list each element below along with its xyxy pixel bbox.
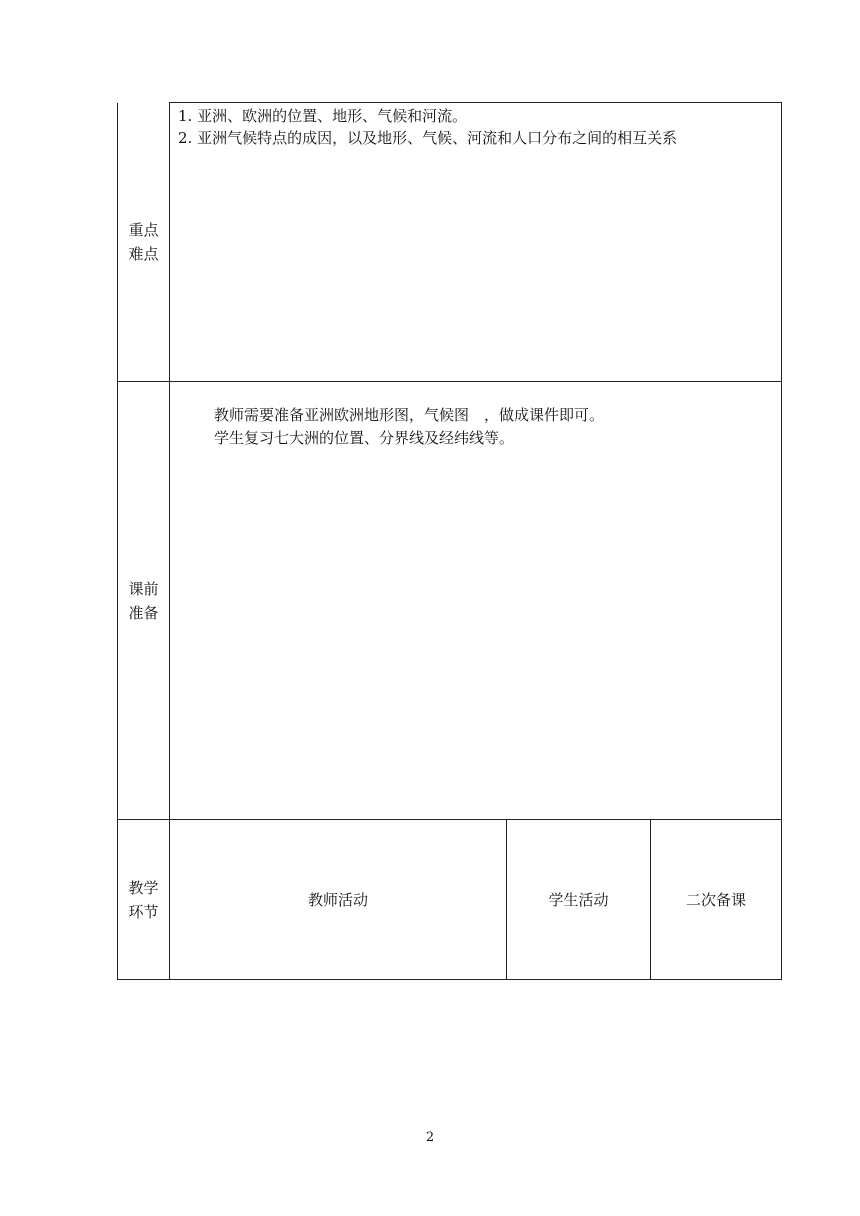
preparation-label-line2: 准备 <box>128 603 159 622</box>
student-activity-header: 学生活动 <box>507 820 651 980</box>
key-points-label-line1: 重点 <box>128 220 159 239</box>
lesson-plan-table <box>117 102 782 980</box>
teaching-steps-label-line2: 环节 <box>128 902 159 921</box>
teaching-steps-label <box>127 876 161 924</box>
preparation-row <box>118 382 782 820</box>
preparation-content-cell <box>170 382 782 820</box>
key-points-list <box>170 103 781 149</box>
preparation-label-line1: 课前 <box>128 579 159 598</box>
key-point-item: 2. 亚洲气候特点的成因，以及地形、气候、河流和人口分布之间的相互关系 <box>178 129 678 147</box>
second-preparation-header: 二次备课 <box>651 820 782 980</box>
key-points-label <box>127 218 161 266</box>
key-points-label-cell <box>118 103 170 382</box>
key-points-row <box>118 103 782 382</box>
teaching-steps-label-line1: 教学 <box>128 878 159 897</box>
preparation-content <box>170 382 781 450</box>
preparation-line: 教师需要准备亚洲欧洲地形图，气候图 ，做成课件即可。 <box>214 406 605 424</box>
preparation-label-cell <box>118 382 170 820</box>
preparation-line: 学生复习七大洲的位置、分界线及经纬线等。 <box>214 429 515 447</box>
teaching-steps-row <box>118 820 782 980</box>
preparation-label <box>127 577 161 625</box>
key-points-content-cell <box>170 103 782 382</box>
key-points-label-line2: 难点 <box>128 244 159 263</box>
key-point-item: 1. 亚洲、欧洲的位置、地形、气候和河流。 <box>178 107 468 125</box>
teacher-activity-header: 教师活动 <box>170 820 507 980</box>
teaching-steps-label-cell <box>118 820 170 980</box>
page-number: 2 <box>425 1130 435 1145</box>
